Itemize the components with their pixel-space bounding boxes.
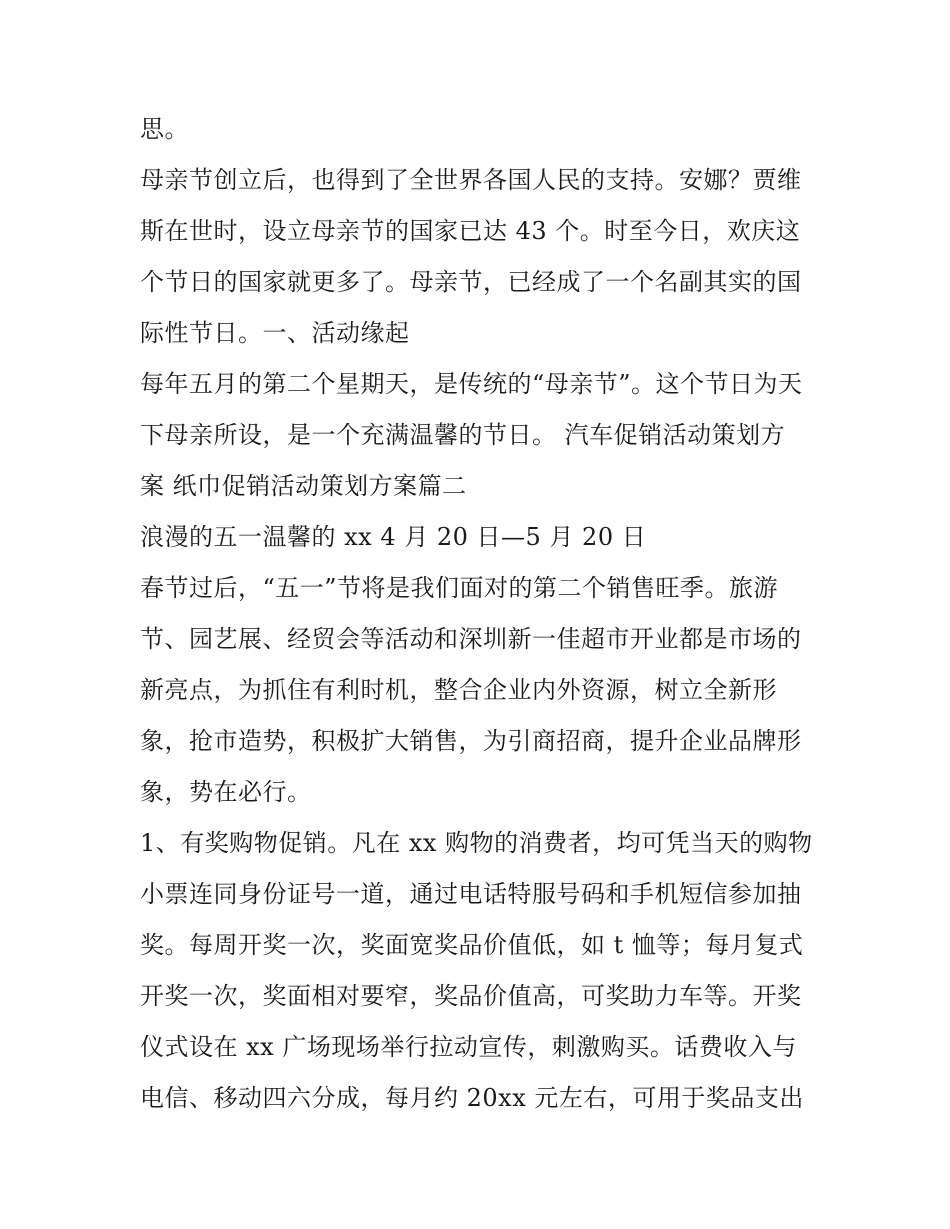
text-line: 电信、移动四六分成，每月约 20xx 元左右，可用于奖品支出: [140, 1084, 804, 1112]
text-line: 开奖一次，奖面相对要窄，奖品价值高，可奖助力车等。开奖: [140, 982, 802, 1010]
text-line: 个节日的国家就更多了。母亲节，已经成了一个名副其实的国: [140, 268, 802, 296]
text-line: 下母亲所设，是一个充满温馨的节日。 汽车促销活动策划方: [140, 421, 786, 449]
text-line: 斯在世时，设立母亲节的国家已达 43 个。时至今日，欢庆这: [140, 217, 801, 245]
text-line: 母亲节创立后，也得到了全世界各国人民的支持。安娜？贾维: [140, 166, 802, 194]
document-body: [140, 104, 820, 1124]
text-line: 奖。每周开奖一次，奖面宽奖品价值低，如 t 恤等；每月复式: [140, 931, 804, 959]
text-line: 案 纸巾促销活动策划方案篇二: [140, 472, 467, 500]
text-line: 新亮点，为抓住有利时机，整合企业内外资源，树立全新形: [140, 676, 777, 704]
text-line: 际性节日。一、活动缘起: [140, 319, 410, 347]
text-line: 浪漫的五一温馨的 xx 4 月 20 日—5 月 20 日: [140, 523, 647, 551]
text-line: 小票连同身份证号一道，通过电话特服号码和手机短信参加抽: [140, 880, 802, 908]
text-line: 象，抢市造势，积极扩大销售，为引商招商，提升企业品牌形: [140, 727, 802, 755]
text-line: 节、园艺展、经贸会等活动和深圳新一佳超市开业都是市场的: [140, 625, 802, 653]
text-line: 1、有奖购物促销。凡在 xx 购物的消费者，均可凭当天的购物: [140, 829, 813, 857]
text-line: 思。: [140, 115, 189, 143]
text-line: 象，势在必行。: [140, 778, 312, 806]
text-line: 每年五月的第二个星期天，是传统的“母亲节”。这个节日为天: [140, 370, 803, 398]
text-line: 春节过后，“五一”节将是我们面对的第二个销售旺季。旅游: [140, 574, 779, 602]
text-line: 仪式设在 xx 广场现场举行拉动宣传，刺激购买。话费收入与: [140, 1033, 797, 1061]
